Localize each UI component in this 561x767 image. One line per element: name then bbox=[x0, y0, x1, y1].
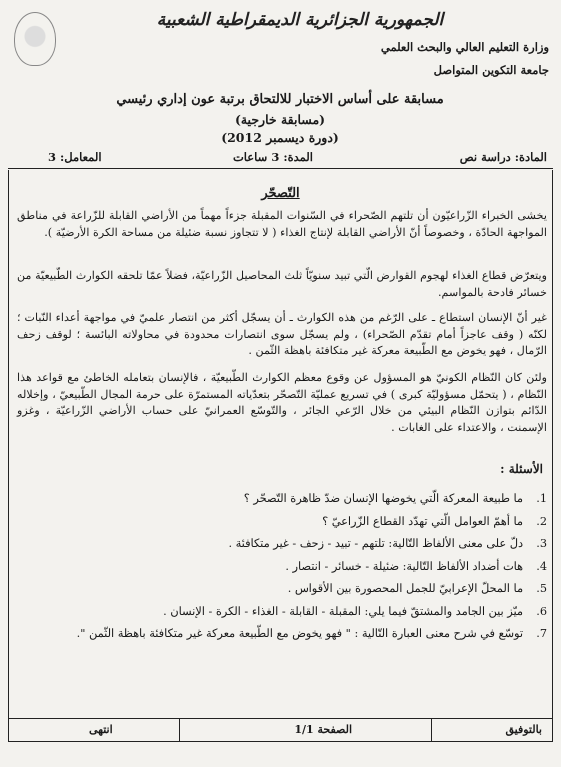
exam-title: مسابقة على أساس الاختبار للالتحاق برتبة عون إداري رئيسي bbox=[116, 92, 444, 107]
question-item bbox=[17, 556, 547, 579]
exam-session: (دورة ديسمبر 2012) bbox=[221, 130, 339, 145]
question-item bbox=[17, 533, 547, 556]
page-footer bbox=[8, 718, 553, 742]
question-item bbox=[17, 488, 547, 511]
question-number: 5. bbox=[536, 582, 547, 595]
good-luck-text: بالتوفيق bbox=[505, 723, 542, 736]
question-text: هات أضداد الألفاظ التّالية: ضئيلة - خسائر - انتصار . bbox=[285, 559, 523, 573]
question-number: 2. bbox=[536, 514, 547, 528]
essay-paragraph: يخشى الخبراء الزّراعيّون أن تلتهم الصّحراء في السّنوات المقبلة جزءاً مهماً من الأراضي القابلة للزّراعة في مناطق المواجهة الحادّة ، وخصوصاً أنّ الأراضي القابلة لإنتاج الغذاء ( لا تتجاوز نسبة ضئيلة من مساحة الكرة الأرضيّة ). bbox=[17, 209, 547, 239]
university-seal-icon bbox=[14, 12, 56, 66]
question-text: ما طبيعة المعركة الّتي يخوضها الإنسان ضدّ ظاهرة التّصحّر ؟ bbox=[243, 492, 523, 505]
question-number: 6. bbox=[536, 604, 547, 618]
university-name: جامعة التكوين المتواصل bbox=[433, 63, 549, 77]
exam-type: (مسابقة خارجية) bbox=[234, 112, 326, 127]
essay-paragraph: ولئن كان النّظام الكونيّ هو المسؤول عن وقوع معظم الكوارث الطّبيعيّة ، فالإنسان بتعامله الخاطئ مع قواعد هذا النّظام ، ( يتحمّل مسؤوليّة كبرى ) في تسريع عمليّة التّصحّر بتعدّياته المستمرّة على حرمة المجال الطّبيعيّ ، وإخلاله الدّائم بتوازن النّظام البيئي من خلال الرّعي الجائر ، والتّوسّع العمرانيّ على حساب الأراضي الزّراعيّة ، وغزو الإسمنت ، والاعتداء على الغابات . bbox=[17, 371, 547, 434]
questions-list bbox=[17, 488, 547, 646]
ministry-name: وزارة التعليم العالي والبحث العلمي bbox=[380, 40, 549, 54]
exam-meta-row bbox=[8, 150, 553, 169]
essay-paragraph: غير أنّ الإنسان استطاع ـ على الرّغم من هذه الكوارث ـ أن يسجّل أكثر من انتصار علميّ في مواجهة أعداء النّبات ؛ لكنّه ( وقف عاجزاً أمام تقدّم الصّحراء) ، ولم يسجّل سوى انتصارات محدودة في محاولاته البائسة ؛ لوقف زحف الرّمال ، فهو يخوض مع الطّبيعة معركة غير متكافئة باهظة الثّمن . bbox=[17, 311, 547, 357]
page-number: الصفحة 1/1 bbox=[294, 723, 352, 736]
question-item bbox=[17, 511, 547, 534]
question-text: دلّ على معنى الألفاظ التّالية: تلتهم - تبيد - زحف - غير متكافئة . bbox=[228, 537, 523, 550]
question-item bbox=[17, 578, 547, 601]
subject-label: المادة: دراسة نص bbox=[459, 150, 547, 164]
essay-title: التّصحّر bbox=[261, 186, 300, 201]
question-text: توسّع في شرح معنى العبارة التّالية : " فهو يخوض مع الطّبيعة معركة غير متكافئة باهظة الثّمن ". bbox=[76, 627, 523, 640]
coefficient-label: المعامل: 3 bbox=[48, 150, 102, 164]
footer-divider bbox=[179, 719, 180, 741]
republic-title: الجمهورية الجزائرية الديمقراطية الشعبية bbox=[156, 10, 444, 30]
question-item bbox=[17, 623, 547, 646]
question-text: ما أهمّ العوامل الّتي تهدّد القطاع الزّراعيّ ؟ bbox=[322, 514, 523, 528]
question-number: 1. bbox=[536, 492, 547, 505]
questions-heading: الأسئلة : bbox=[500, 462, 543, 476]
question-item bbox=[17, 601, 547, 624]
footer-divider bbox=[431, 719, 432, 741]
question-text: ما المحلّ الإعرابيّ للجمل المحصورة بين الأقواس . bbox=[287, 582, 523, 595]
question-number: 4. bbox=[536, 559, 547, 573]
question-text: ميّز بين الجامد والمشتقّ فيما يلي: المقبلة - القابلة - الغذاء - الكرة - الإنسان . bbox=[163, 604, 523, 618]
question-number: 7. bbox=[536, 627, 547, 640]
question-number: 3. bbox=[536, 537, 547, 550]
essay-paragraph: ويتعرّض قطاع الغذاء لهجوم القوارض الّتي تبيد سنويّاً ثلث المحاصيل الزّراعيّة، فضلاً عمّا تلحقه الكوارث الطّبيعيّة من خسائر فادحة بالمواسم. bbox=[17, 269, 547, 299]
end-text: انتهى bbox=[89, 723, 113, 736]
duration-label: المدة: 3 ساعات bbox=[232, 150, 313, 164]
